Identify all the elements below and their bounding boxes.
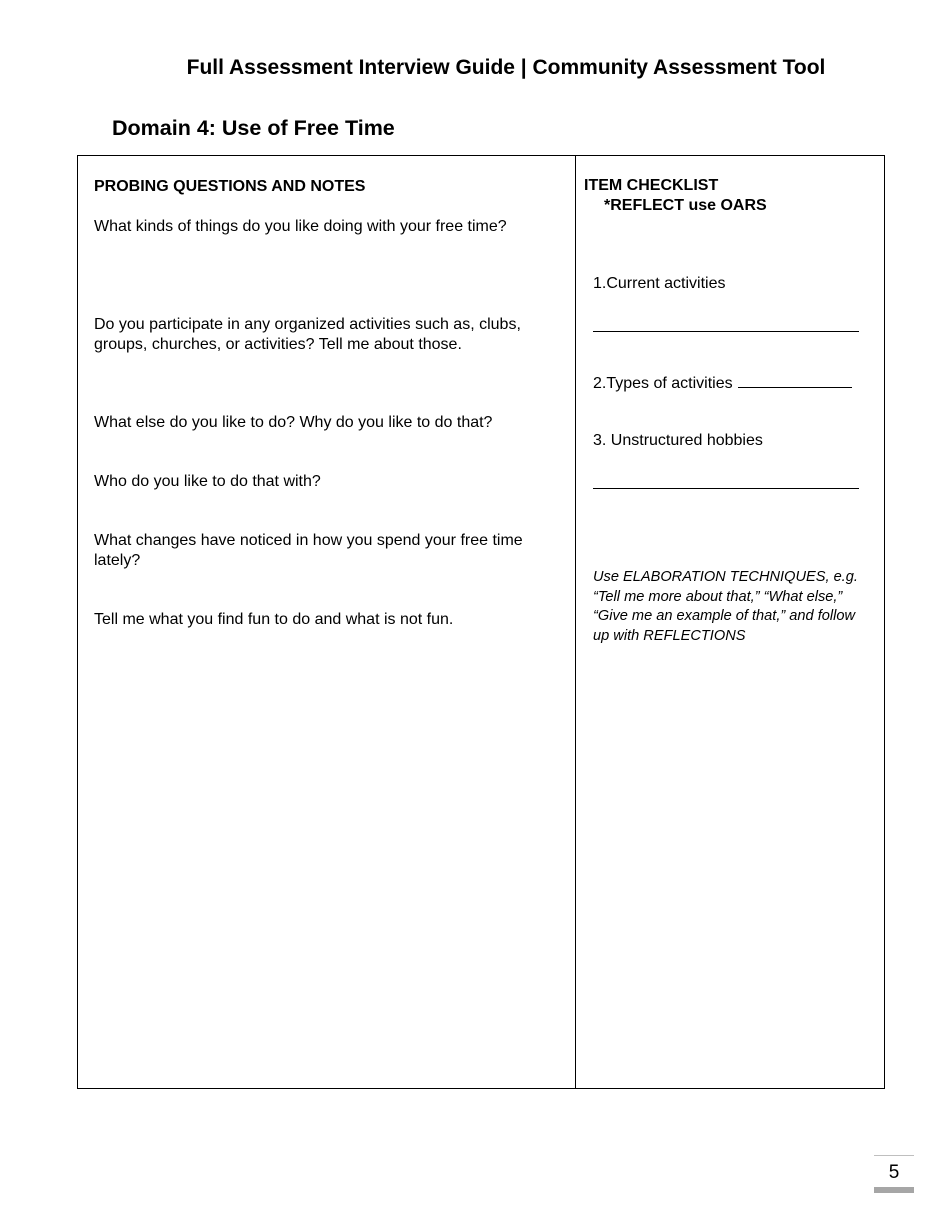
question-item: Who do you like to do that with?	[94, 473, 321, 490]
page-number-bar	[874, 1187, 914, 1193]
checklist-item-label: 2.Types of activities	[593, 375, 733, 392]
reflect-oars-subheading: *REFLECT use OARS	[604, 197, 767, 214]
domain-title: Domain 4: Use of Free Time	[112, 116, 395, 140]
document-title: Full Assessment Interview Guide | Community Assessment Tool	[186, 56, 826, 79]
page-number: 5	[888, 1162, 900, 1183]
checklist-item-current-activities: 1.Current activities	[593, 275, 726, 292]
elaboration-techniques-note: Use ELABORATION TECHNIQUES, e.g. “Tell me more about that,” “What else,” “Give me an example of that,” and follow up with REFLECTIONS	[593, 569, 858, 644]
answer-blank-line	[738, 373, 852, 388]
checklist-item-types-of-activities	[593, 373, 852, 393]
probing-questions-heading: PROBING QUESTIONS AND NOTES	[94, 178, 366, 195]
answer-blank-line	[593, 331, 859, 332]
checklist-item-unstructured-hobbies: 3. Unstructured hobbies	[593, 432, 763, 449]
column-divider	[575, 156, 576, 1088]
answer-blank-line	[593, 488, 859, 489]
item-checklist-heading: ITEM CHECKLIST	[584, 177, 719, 194]
question-item: Tell me what you find fun to do and what is not fun.	[94, 611, 454, 628]
assessment-table	[77, 155, 885, 1089]
question-item: What changes have noticed in how you spend your free time lately?	[94, 532, 523, 569]
page-number-box	[874, 1155, 914, 1193]
question-item: What kinds of things do you like doing with your free time?	[94, 218, 507, 235]
question-item: Do you participate in any organized activities such as, clubs, groups, churches, or activities? Tell me about those.	[94, 316, 521, 353]
question-item: What else do you like to do? Why do you like to do that?	[94, 414, 493, 431]
